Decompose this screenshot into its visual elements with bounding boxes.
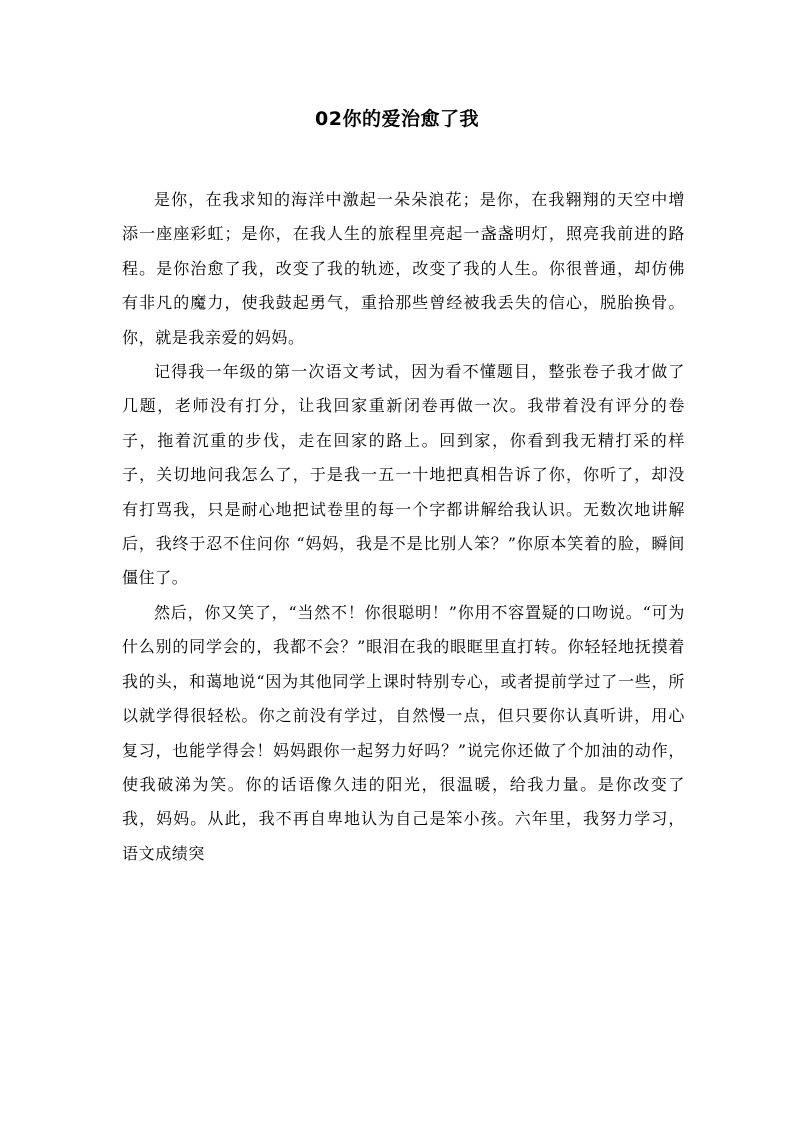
paragraph-3: 然后，你又笑了，“当然不！你很聪明！”你用不容置疑的口吻说。“可为什么别的同学会的，我都不会？”眼泪在我的眼眶里直打转。你轻轻地抚摸着我的头，和蔼地说“因为其他同学上课时特别专心，或者提前学过了一些，所以就学得很轻松。你之前没有学过，自然慢一点，但只要你认真听讲，用心复习，也能学得会！妈妈跟你一起努力好吗？”说完你还做了个加油的动作，使我破涕为笑。你的话语像久违的阳光，很温暖，给我力量。是你改变了我，妈妈。从此，我不再自卑地认为自己是笨小孩。六年里，我努力学习，语文成绩突: [122, 602, 685, 863]
paragraph-1: 是你，在我求知的海洋中激起一朵朵浪花；是你，在我翱翔的天空中增添一座座彩虹；是你，在我人生的旅程里亮起一盏盏明灯，照亮我前进的路程。是你治愈了我，改变了我的轨迹，改变了我的人生。你很普通，却仿佛有非凡的魔力，使我鼓起勇气，重拾那些曾经被我丢失的信心，脱胎换骨。你，就是我亲爱的妈妈。: [122, 190, 685, 347]
essay-title: 02你的爱治愈了我: [315, 108, 479, 130]
essay-body: [122, 183, 685, 871]
paragraph-2: 记得我一年级的第一次语文考试，因为看不懂题目，整张卷子我才做了几题，老师没有打分，让我回家重新闭卷再做一次。我带着没有评分的卷子，拖着沉重的步伐，走在回家的路上。回到家，你看到我无精打采的样子，关切地问我怎么了，于是我一五一十地把真相告诉了你，你听了，却没有打骂我，只是耐心地把试卷里的每一个字都讲解给我认识。无数次地讲解后，我终于忍不住问你 “妈妈，我是不是比别人笨？”你原本笑着的脸，瞬间僵住了。: [122, 362, 685, 588]
